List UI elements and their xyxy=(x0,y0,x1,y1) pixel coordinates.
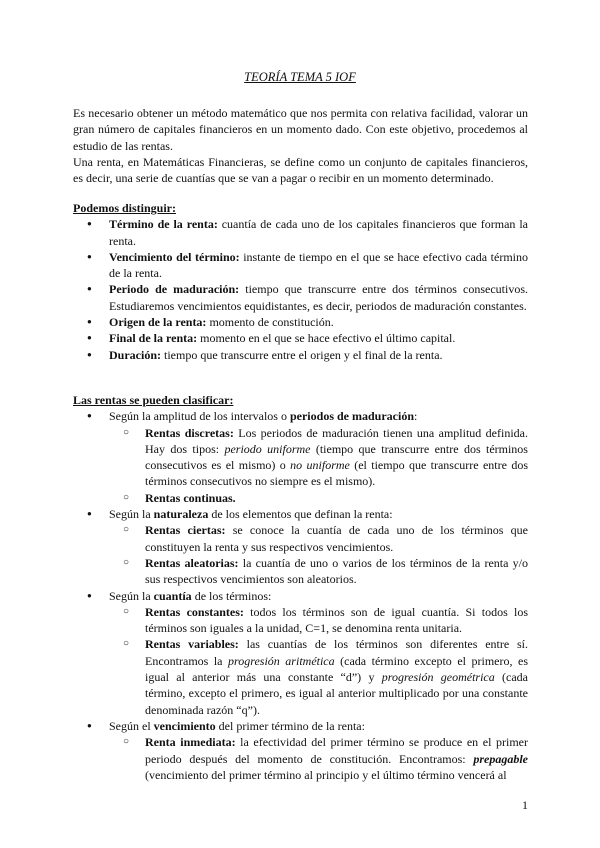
list-item xyxy=(109,636,528,717)
classification-heading: Las rentas se pueden clasificar: xyxy=(73,393,234,407)
term-text: (el tiempo que transcurre entre dos términos consecutivos no siempre es el mismo). xyxy=(145,458,528,489)
intro-paragraph-2: Una renta, en Matemáticas Financieras, se define como un conjunto de capitales financieros, es decir, una serie de cuantías que se van a pagar o recibir en un momento determinado. xyxy=(73,154,528,186)
list-item xyxy=(73,408,528,506)
intro-paragraph-1: Es necesario obtener un método matemático que nos permita con relativa facilidad, valorar un gran número de capitales financieros en un momento dado. Con este objetivo, procedemos al estudio de las rentas. xyxy=(73,106,528,153)
classification-section xyxy=(73,392,528,783)
term-text: todos los términos son de igual cuantía. Si todos los términos son iguales a la unidad, C=1, se denomina renta unitaria. xyxy=(145,604,528,636)
term-label: Rentas constantes: xyxy=(145,604,244,619)
term-text: tiempo que transcurre entre el origen y el final de la renta. xyxy=(161,347,443,362)
group-text: del primer término de la renta: xyxy=(215,718,365,733)
list-item xyxy=(109,522,528,555)
term-label: Origen de la renta: xyxy=(109,315,207,330)
list-item xyxy=(73,314,528,330)
term-label: Rentas variables: xyxy=(145,637,239,652)
term-label: Rentas discretas: xyxy=(145,425,234,440)
list-item xyxy=(109,425,528,490)
list-item xyxy=(109,490,528,506)
list-item xyxy=(73,718,528,783)
list-item xyxy=(109,734,528,783)
page-number: 1 xyxy=(522,798,528,812)
group-text: de los términos: xyxy=(191,588,272,603)
term-text: instante de tiempo en el que se hace efectivo cada término de la renta. xyxy=(109,249,528,281)
term-text: momento de constitución. xyxy=(206,315,334,330)
term-text: cuantía de cada uno de los capitales financieros que forman la renta. xyxy=(109,217,528,248)
list-item xyxy=(73,281,528,314)
group-text: Según el xyxy=(109,718,154,733)
group-keyword: vencimiento xyxy=(153,718,216,733)
term-emphasis: periodo uniforme xyxy=(224,441,311,456)
list-item xyxy=(109,604,528,637)
sublist xyxy=(109,425,528,506)
term-label: Periodo de maduración: xyxy=(109,282,240,297)
definitions-section xyxy=(73,200,528,363)
term-text: la cuantía de uno o varios de los términos de la renta y/o sus respectivos vencimientos son aleatorios. xyxy=(145,555,528,587)
list-item xyxy=(73,249,528,282)
group-keyword: periodos de maduración xyxy=(289,409,414,424)
group-text: Según la xyxy=(109,507,154,522)
term-label: Rentas aleatorias: xyxy=(145,555,239,570)
intro-section xyxy=(73,105,528,186)
document-title: TEORÍA TEMA 5 IOF xyxy=(244,70,356,84)
group-text: : xyxy=(414,409,418,424)
term-text: (cada término excepto el primero, es igual al anterior más una constante “d”) y xyxy=(145,653,528,685)
definitions-heading: Podemos distinguir: xyxy=(73,201,177,215)
list-item xyxy=(73,347,528,363)
term-text: la efectividad del primer término se produce en el primer periodo después del momento de constitución. Encontramos: xyxy=(145,735,528,766)
list-item xyxy=(109,555,528,588)
term-label: Rentas ciertas: xyxy=(145,523,226,538)
term-text: Los periodos de maduración tienen una amplitud definida. Hay dos tipos: xyxy=(145,425,528,456)
group-keyword: naturaleza xyxy=(153,507,209,522)
term-text: las cuantías de los términos son diferentes entre sí. Encontramos la xyxy=(145,637,529,668)
sublist xyxy=(109,604,528,718)
term-label: Vencimiento del término: xyxy=(109,249,240,264)
list-item xyxy=(73,216,528,249)
list-item xyxy=(73,330,528,346)
term-text: (cada término, excepto el primero, es igual al anterior multiplicado por una constante denominada razón “q”). xyxy=(145,670,528,717)
term-emphasis: progresión aritmética xyxy=(228,653,335,668)
list-item xyxy=(73,588,528,718)
term-emphasis: no uniforme xyxy=(290,458,350,473)
definitions-list xyxy=(73,216,528,363)
term-label: Término de la renta: xyxy=(109,217,218,232)
term-emphasis: progresión geométrica xyxy=(381,670,495,685)
term-label: Renta inmediata: xyxy=(145,735,236,750)
group-text: Según la xyxy=(109,588,154,603)
term-label: Rentas continuas. xyxy=(145,490,236,505)
group-keyword: cuantía xyxy=(153,588,192,603)
sublist xyxy=(109,734,528,783)
term-text: (tiempo que transcurre entre dos términos consecutivos es el mismo) o xyxy=(145,441,528,473)
group-text: Según la amplitud de los intervalos o xyxy=(109,409,290,424)
list-item xyxy=(73,506,528,587)
term-text: tiempo que transcurre entre dos términos consecutivos. Estudiaremos vencimientos equidistantes, es decir, periodos de maduración constantes. xyxy=(109,282,528,313)
term-text: (vencimiento del primer término al principio y el último término vencerá al xyxy=(145,767,507,782)
classification-list xyxy=(73,408,528,783)
sublist xyxy=(109,522,528,587)
term-text: momento en el que se hace efectivo el último capital. xyxy=(197,331,456,346)
term-label: Final de la renta: xyxy=(109,331,198,346)
group-text: de los elementos que definan la renta: xyxy=(208,507,393,522)
term-text: se conoce la cuantía de cada uno de los términos que constituyen la renta y sus respectivos vencimientos. xyxy=(145,523,528,554)
term-label: Duración: xyxy=(109,347,161,362)
term-emphasis: prepagable xyxy=(473,751,528,766)
